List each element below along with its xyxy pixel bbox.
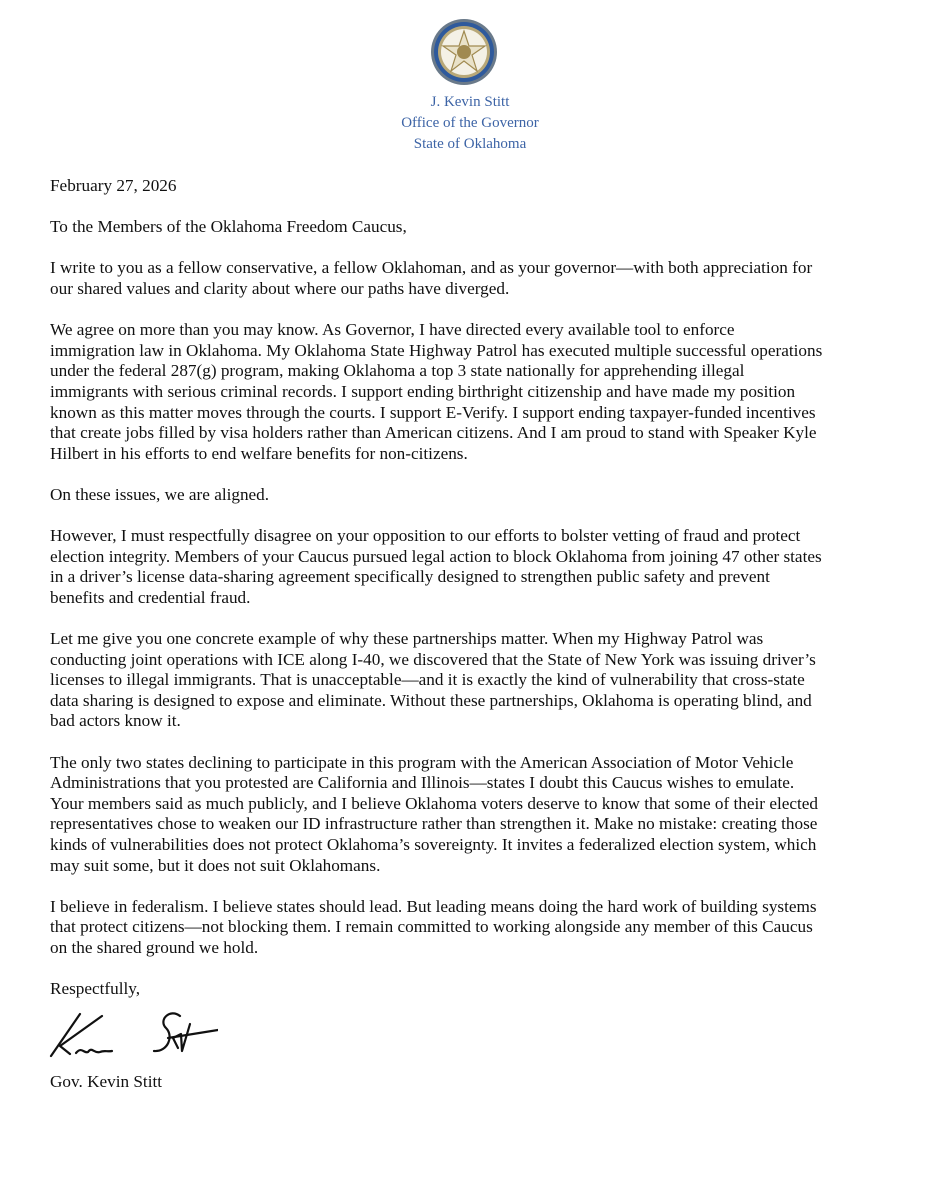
- paragraph-line: in a driver’s license data-sharing agreement specifically designed to strengthen public safety and prevent: [50, 567, 770, 587]
- paragraph-line: Hilbert in his efforts to end welfare benefits for non-citizens.: [50, 443, 468, 463]
- paragraph: [50, 753, 822, 877]
- paragraph-line: bad actors know it.: [50, 711, 181, 731]
- paragraph-line: known as this matter moves through the courts. I support E-Verify. I support ending taxpayer-funded incentives: [50, 402, 816, 422]
- paragraph: [50, 258, 822, 299]
- paragraph-line: I write to you as a fellow conservative, a fellow Oklahoman, and as your governor—with both appreciation for: [50, 258, 813, 278]
- paragraph-line: Administrations that you protested are California and Illinois—states I doubt this Caucus wishes to emulate.: [50, 773, 795, 793]
- paragraph: [50, 897, 822, 959]
- paragraph-line: kinds of vulnerabilities does not protect Oklahoma’s sovereignty. It invites a federalized election system, which: [50, 835, 817, 854]
- paragraph-line: On these issues, we are aligned.: [50, 484, 270, 504]
- paragraph-line: immigrants with serious criminal records. I support ending birthright citizenship and have made my position: [50, 381, 796, 401]
- paragraph: [50, 320, 822, 464]
- letter-date: February 27, 2026: [50, 176, 177, 195]
- paragraph-line: Your members said as much publicly, and I believe Oklahoma voters deserve to know that some of their elected: [50, 793, 818, 813]
- paragraph-line: may suit some, but it does not suit Oklahomans.: [50, 855, 381, 875]
- letter-body: [50, 176, 822, 1092]
- signer-name: Gov. Kevin Stitt: [50, 1071, 163, 1091]
- paragraph-line: conducting joint operations with ICE along I-40, we discovered that the State of New York was issuing driver’s: [50, 649, 816, 669]
- paragraph-line: benefits and credential fraud.: [50, 587, 251, 607]
- paragraph-line: that protect citizens—not blocking them. I remain committed to working alongside any member of this Caucus: [50, 917, 813, 937]
- paragraph-line: Let me give you one concrete example of why these partnerships matter. When my Highway Patrol was: [50, 629, 764, 649]
- paragraph: [50, 629, 822, 732]
- salutation: To the Members of the Oklahoma Freedom Caucus,: [50, 217, 407, 237]
- paragraph-line: However, I must respectfully disagree on your opposition to our efforts to bolster vetting of fraud and protect: [50, 526, 801, 546]
- letterhead-state: State of Oklahoma: [413, 136, 527, 152]
- paragraph: [50, 526, 822, 608]
- paragraph-line: under the federal 287(g) program, making Oklahoma a top 3 state nationally for apprehending illegal: [50, 361, 745, 381]
- paragraph-line: election integrity. Members of your Caucus pursued legal action to block Oklahoma from joining 47 other states: [50, 546, 822, 566]
- letterhead-name: J. Kevin Stitt: [430, 94, 510, 110]
- paragraph-line: representatives chose to weaken our ID infrastructure rather than strengthen it. Make no mistake: creating those: [50, 814, 818, 834]
- paragraph-line: I believe in federalism. I believe states should lead. But leading means doing the hard work of building systems: [50, 896, 817, 916]
- paragraph-line: our shared values and clarity about where our paths have diverged.: [50, 278, 510, 298]
- paragraph-line: data sharing is designed to expose and eliminate. Without these partnerships, Oklahoma is operating blind, and: [50, 690, 812, 710]
- closing: Respectfully,: [50, 979, 141, 999]
- paragraph-line: We agree on more than you may know. As Governor, I have directed every available tool to enforce: [50, 320, 735, 340]
- paragraph-line: that create jobs filled by visa holders rather than American citizens. And I am proud to stand with Speaker Kyle: [50, 423, 817, 443]
- paragraph-line: The only two states declining to participate in this program with the American Association of Motor Vehicle: [50, 752, 794, 772]
- paragraph-line: licenses to illegal immigrants. That is unacceptable—and it is exactly the kind of vulnerability that cross-state: [50, 670, 805, 690]
- paragraph-line: immigration law in Oklahoma. My Oklahoma State Highway Patrol has executed multiple successful operations: [50, 340, 823, 360]
- paragraph-line: on the shared ground we hold.: [50, 937, 259, 957]
- state-seal-icon: [430, 18, 498, 86]
- paragraph: [50, 485, 822, 506]
- letterhead-office: Office of the Governor: [401, 115, 539, 131]
- signature: [48, 1006, 218, 1064]
